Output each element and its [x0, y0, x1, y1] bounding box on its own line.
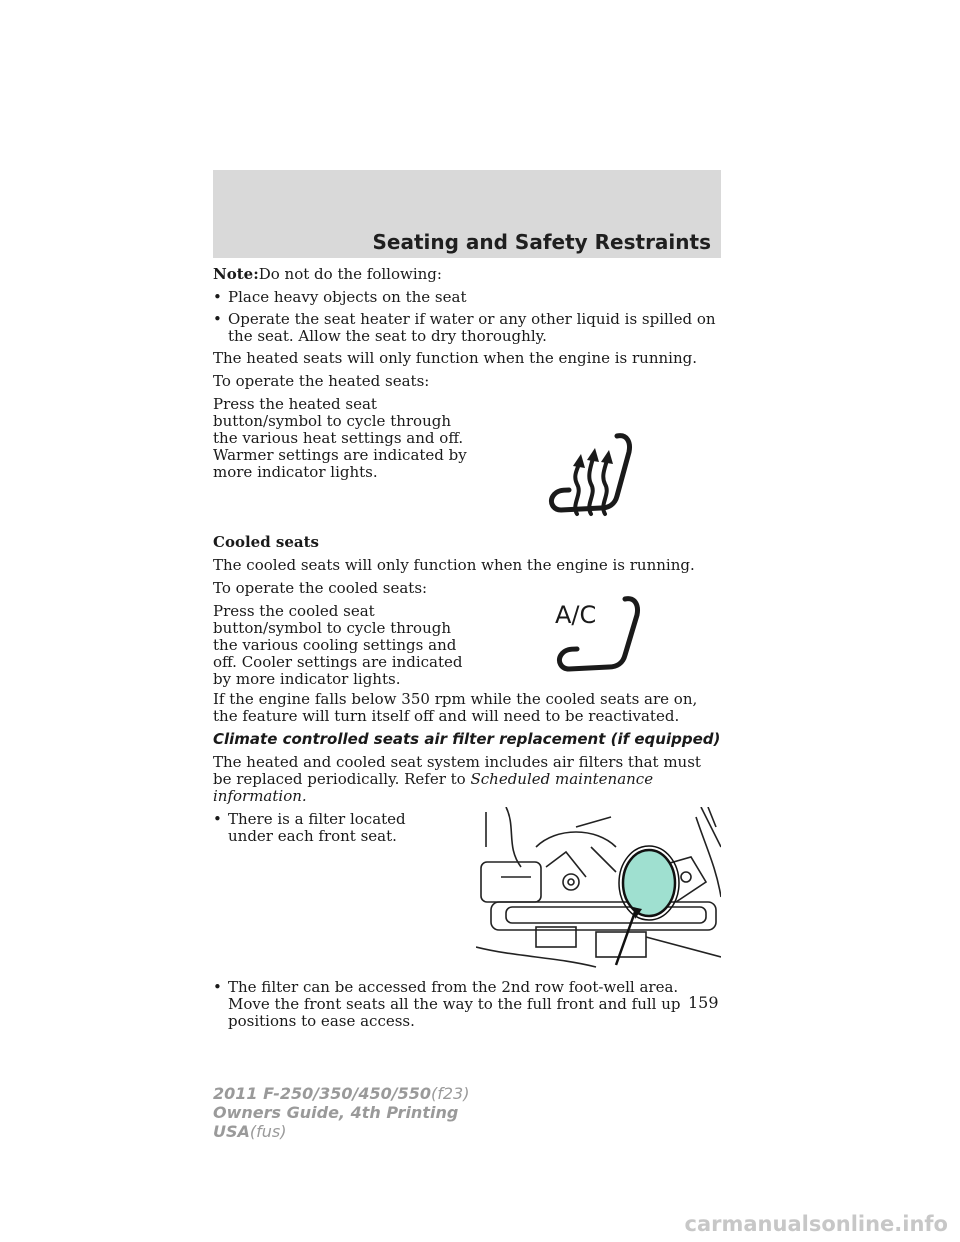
heated-instruction-row	[213, 396, 721, 534]
note-label: Note:	[213, 265, 259, 283]
note-paragraph	[213, 266, 721, 283]
footer	[213, 1084, 469, 1141]
cooled-para-4: If the engine falls below 350 rpm while the cooled seats are on, the feature will turn itself off and will need to be reactivated.	[213, 690, 698, 725]
section-title: Seating and Safety Restraints	[372, 230, 711, 254]
footer-region: USA	[213, 1122, 250, 1141]
footer-line-2: Owners Guide, 4th Printing	[213, 1103, 459, 1122]
heated-seat-icon	[547, 430, 637, 520]
footer-line-1	[213, 1084, 469, 1103]
filter-para-1-reference: Scheduled maintenance information.	[213, 770, 654, 805]
footer-line-3	[213, 1122, 469, 1141]
cooled-para-3: Press the cooled seat button/symbol to cycle through the various cooling settings and off. Cooler settings are indicated by more indicator lights.	[213, 602, 463, 688]
note-bullet-2: • Operate the seat heater if water or any other liquid is spilled on the seat. Allow the seat to dry thoroughly.	[213, 311, 721, 345]
note-text: Do not do the following:	[258, 265, 442, 283]
footer-region-code: (fus)	[249, 1122, 287, 1141]
cooled-para-1: The cooled seats will only function when the engine is running.	[213, 556, 695, 574]
watermark: carmanualsonline.info	[684, 1212, 948, 1236]
filter-bullet-1: • There is a filter located under each front seat.	[213, 811, 443, 845]
heated-para-2: To operate the heated seats:	[213, 372, 430, 390]
cooled-seat-icon-label: A/C	[555, 601, 597, 629]
footer-model: 2011 F-250/350/450/550	[213, 1084, 431, 1103]
page-number: 159	[688, 993, 719, 1012]
cooled-seat-icon	[553, 593, 643, 677]
page-content	[213, 266, 721, 1035]
filter-bullet-2: • The filter can be accessed from the 2nd row foot-well area. Move the front seats all the way to the full front and full up positions to ease access.	[213, 979, 721, 1030]
filter-heading: Climate controlled seats air filter replacement (if equipped)	[213, 730, 721, 748]
filter-para-1-text: The heated and cooled seat system includes air filters that must be replaced periodically. Refer to	[213, 753, 701, 788]
heated-para-3: Press the heated seat button/symbol to cycle through the various heat settings and off. Warmer settings are indicated by more indicator lights.	[213, 395, 467, 481]
footer-code: (f23)	[431, 1084, 470, 1103]
heated-para-1: The heated seats will only function when the engine is running.	[213, 349, 697, 367]
cooled-instruction-row	[213, 603, 721, 691]
note-bullet-1: • Place heavy objects on the seat	[213, 289, 721, 306]
cooled-para-2: To operate the cooled seats:	[213, 579, 428, 597]
cooled-heading: Cooled seats	[213, 533, 319, 551]
seat-underside-illustration	[476, 807, 721, 977]
filter-location-row	[213, 811, 721, 979]
section-header	[213, 170, 721, 258]
filter-para-1	[213, 754, 721, 805]
